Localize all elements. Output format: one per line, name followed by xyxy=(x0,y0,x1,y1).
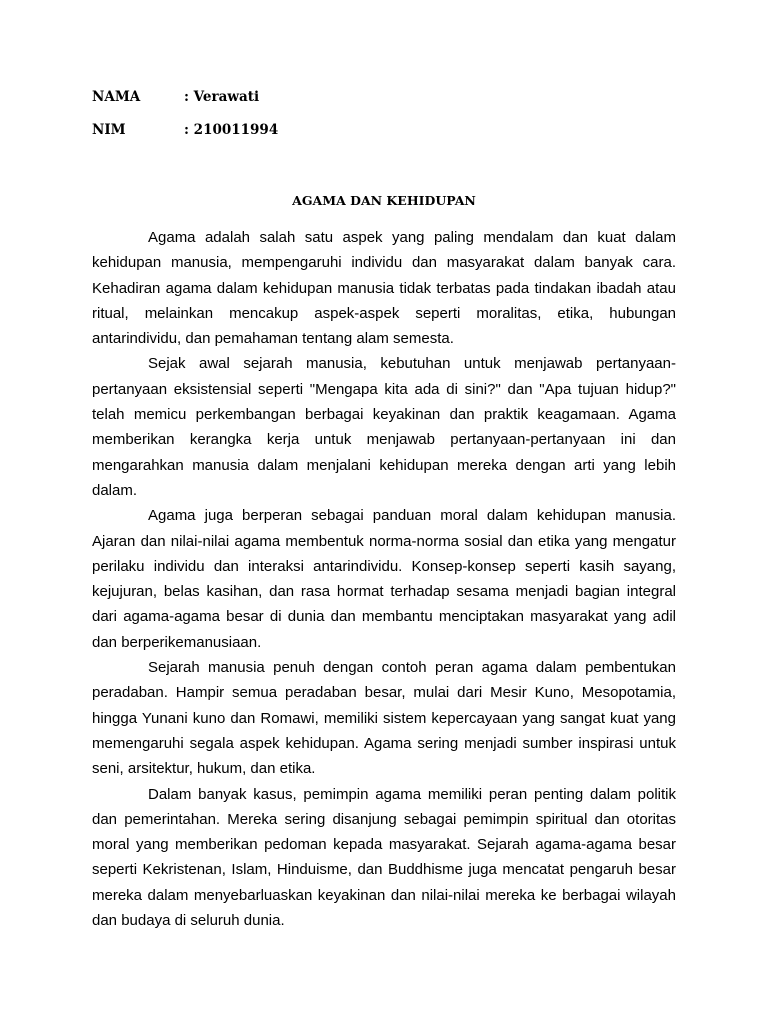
document-title: AGAMA DAN KEHIDUPAN xyxy=(292,193,476,208)
paragraph: Sejak awal sejarah manusia, kebutuhan untuk menjawab pertanyaan-pertanyaan eksistensial seperti "Mengapa kita ada di sini?" dan "Apa tujuan hidup?" telah memicu perkembangan berbagai keyakinan dan praktik keagamaan. Agama memberikan kerangka kerja untuk menjawab pertanyaan-pertanyaan ini dan mengarahkan manusia dalam menjalani kehidupan mereka dengan arti yang lebih dalam. xyxy=(92,355,676,499)
name-row xyxy=(92,88,259,106)
student-id-value: : 210011994 xyxy=(184,122,279,138)
student-id-label: NIM xyxy=(92,122,126,138)
paragraph: Sejarah manusia penuh dengan contoh peran agama dalam pembentukan peradaban. Hampir semua peradaban besar, mulai dari Mesir Kuno, Mesopotamia, hingga Yunani kuno dan Romawi, memiliki sistem kepercayaan yang sangat kuat yang memengaruhi segala aspek kehidupan. Agama sering menjadi sumber inspirasi untuk seni, arsitektur, hukum, dan etika. xyxy=(92,659,676,778)
paragraph: Dalam banyak kasus, pemimpin agama memiliki peran penting dalam politik dan pemerintahan. Mereka sering disanjung sebagai pemimpin spiritual dan otoritas moral yang memberikan pedoman kepada masyarakat. Sejarah agama-agama besar seperti Kekristenan, Islam, Hinduisme, dan Buddhisme juga mencatat pengaruh besar mereka dalam menyebarluaskan keyakinan dan nilai-nilai mereka ke berbagai wilayah dan budaya di seluruh dunia. xyxy=(92,785,676,930)
document-body xyxy=(92,225,676,933)
name-label: NAMA xyxy=(92,89,141,105)
paragraph: Agama adalah salah satu aspek yang paling mendalam dan kuat dalam kehidupan manusia, mempengaruhi individu dan masyarakat dalam banyak cara. Kehadiran agama dalam kehidupan manusia tidak terbatas pada tindakan ibadah atau ritual, melainkan mencakup aspek-aspek seperti moralitas, etika, hubungan antarindividu, dan pemahaman tentang alam semesta. xyxy=(92,229,676,348)
paragraph: Agama juga berperan sebagai panduan moral dalam kehidupan manusia. Ajaran dan nilai-nilai agama membentuk norma-norma sosial dan etika yang mengatur perilaku individu dan interaksi antarindividu. Konsep-konsep seperti kasih sayang, kejujuran, belas kasihan, dan rasa hormat terhadap sesama menjadi bagian integral dari agama-agama besar di dunia dan membantu menciptakan masyarakat yang adil dan berperikemanusiaan. xyxy=(92,507,676,651)
name-value: : Verawati xyxy=(184,89,260,105)
student-id-row xyxy=(92,121,278,139)
